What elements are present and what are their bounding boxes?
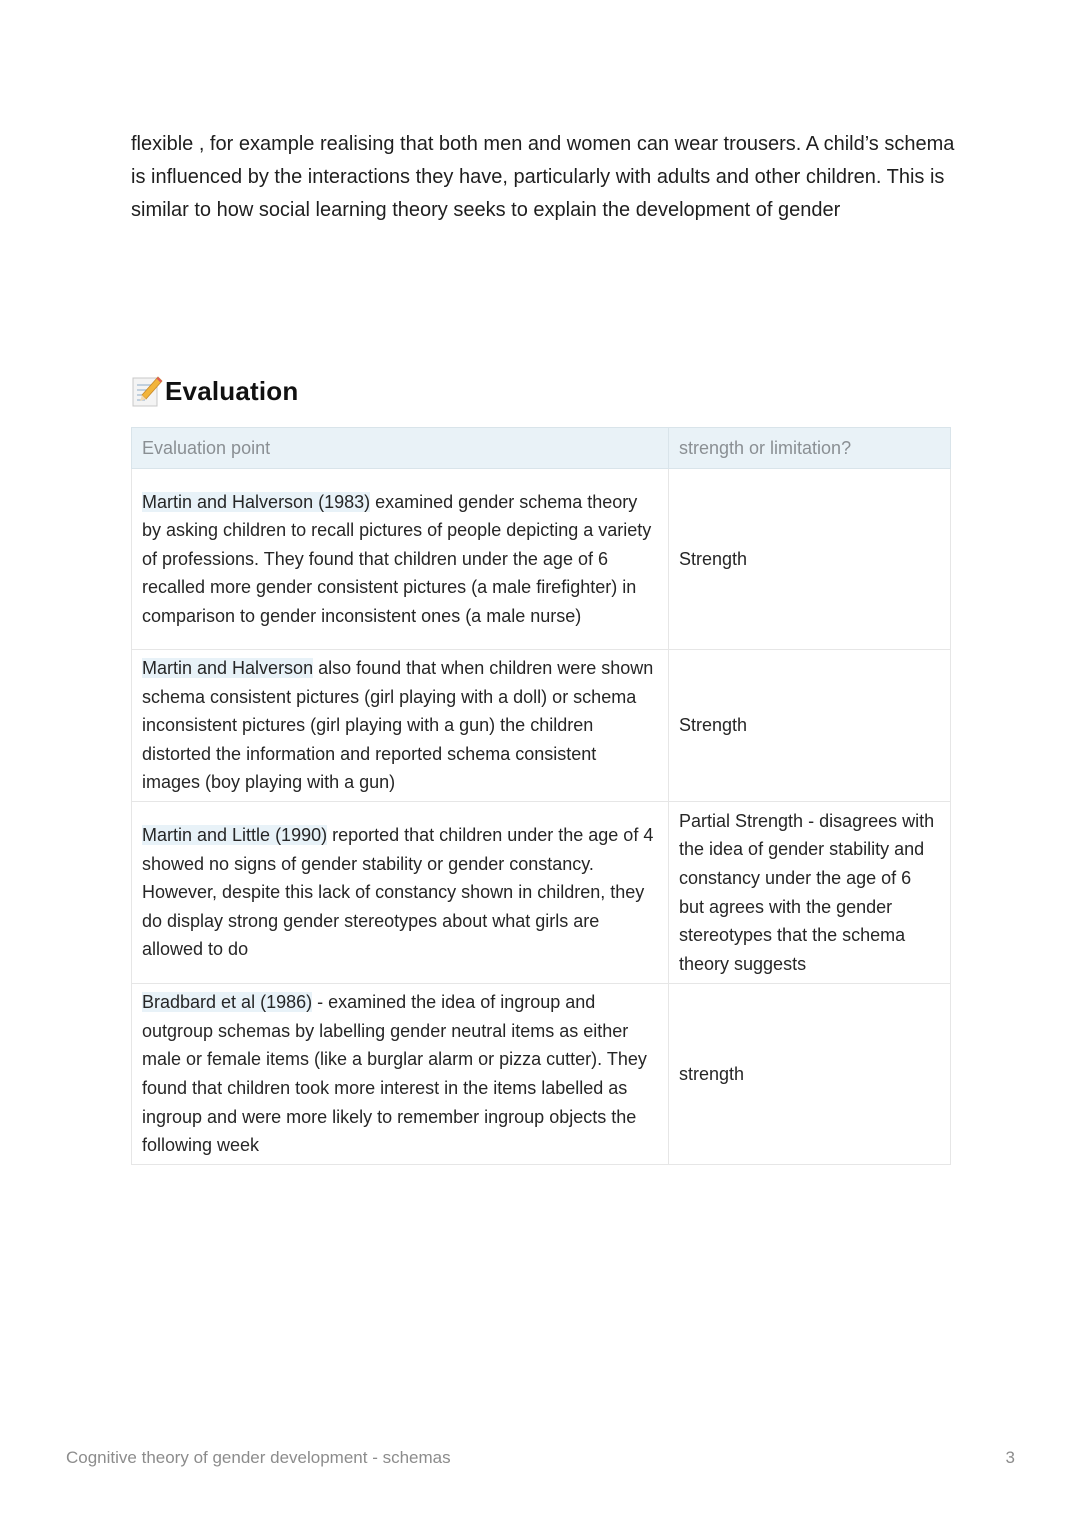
header-strength-or-limitation: strength or limitation? bbox=[669, 428, 951, 469]
table-row bbox=[132, 984, 951, 1165]
study-citation: Martin and Halverson bbox=[142, 658, 314, 679]
evaluation-heading bbox=[131, 374, 298, 408]
evaluation-point-cell bbox=[132, 802, 669, 984]
header-evaluation-point: Evaluation point bbox=[132, 428, 669, 469]
evaluation-point-cell bbox=[132, 650, 669, 802]
footer-page-number: 3 bbox=[1005, 1448, 1015, 1467]
table-row bbox=[132, 650, 951, 802]
table-header-row bbox=[132, 428, 951, 469]
section-title: Evaluation bbox=[165, 375, 299, 406]
footer-document-title: Cognitive theory of gender development - schemas bbox=[66, 1448, 451, 1467]
study-citation: Martin and Little (1990) bbox=[142, 825, 328, 846]
evaluation-point-cell bbox=[132, 984, 669, 1165]
verdict-cell: strength bbox=[669, 984, 951, 1165]
evaluation-text: - examined the idea of ingroup and outgroup schemas by labelling gender neutral items as either male or female items (like a burglar alarm or pizza cutter). They found that children took more interest in the items labelled as ingroup and were more likely to remember ingroup objects the following week bbox=[142, 992, 647, 1156]
memo-icon bbox=[131, 374, 163, 408]
table-row bbox=[132, 802, 951, 984]
evaluation-text: examined gender schema theory by asking children to recall pictures of people depicting a variety of professions. They found that children under the age of 6 recalled more gender consistent pictures (a male firefighter) in comparison to gender inconsistent ones (a male nurse) bbox=[142, 491, 652, 626]
evaluation-point-cell bbox=[132, 469, 669, 650]
study-citation: Bradbard et al (1986) bbox=[142, 992, 313, 1013]
intro-paragraph: flexible , for example realising that both men and women can wear trousers. A child’s schema is influenced by the interactions they have, particularly with adults and other children. This is similar to how social learning theory seeks to explain the development of gender bbox=[131, 133, 955, 221]
evaluation-text: reported that children under the age of 4 showed no signs of gender stability or gender constancy. However, despite this lack of constancy shown in children, they do display strong gender stereotypes about what girls are allowed to do bbox=[142, 825, 654, 960]
table-row bbox=[132, 469, 951, 650]
evaluation-text: also found that when children were shown schema consistent pictures (girl playing with a doll) or schema inconsistent pictures (girl playing with a gun) the children distorted the information and reported schema consistent images (boy playing with a gun) bbox=[142, 658, 654, 793]
evaluation-table bbox=[131, 427, 951, 1165]
verdict-cell: Strength bbox=[669, 650, 951, 802]
study-citation: Martin and Halverson (1983) bbox=[142, 491, 371, 512]
verdict-cell: Partial Strength - disagrees with the idea of gender stability and constancy under the age of 6 but agrees with the gender stereotypes that the schema theory suggests bbox=[669, 802, 951, 984]
verdict-cell: Strength bbox=[669, 469, 951, 650]
